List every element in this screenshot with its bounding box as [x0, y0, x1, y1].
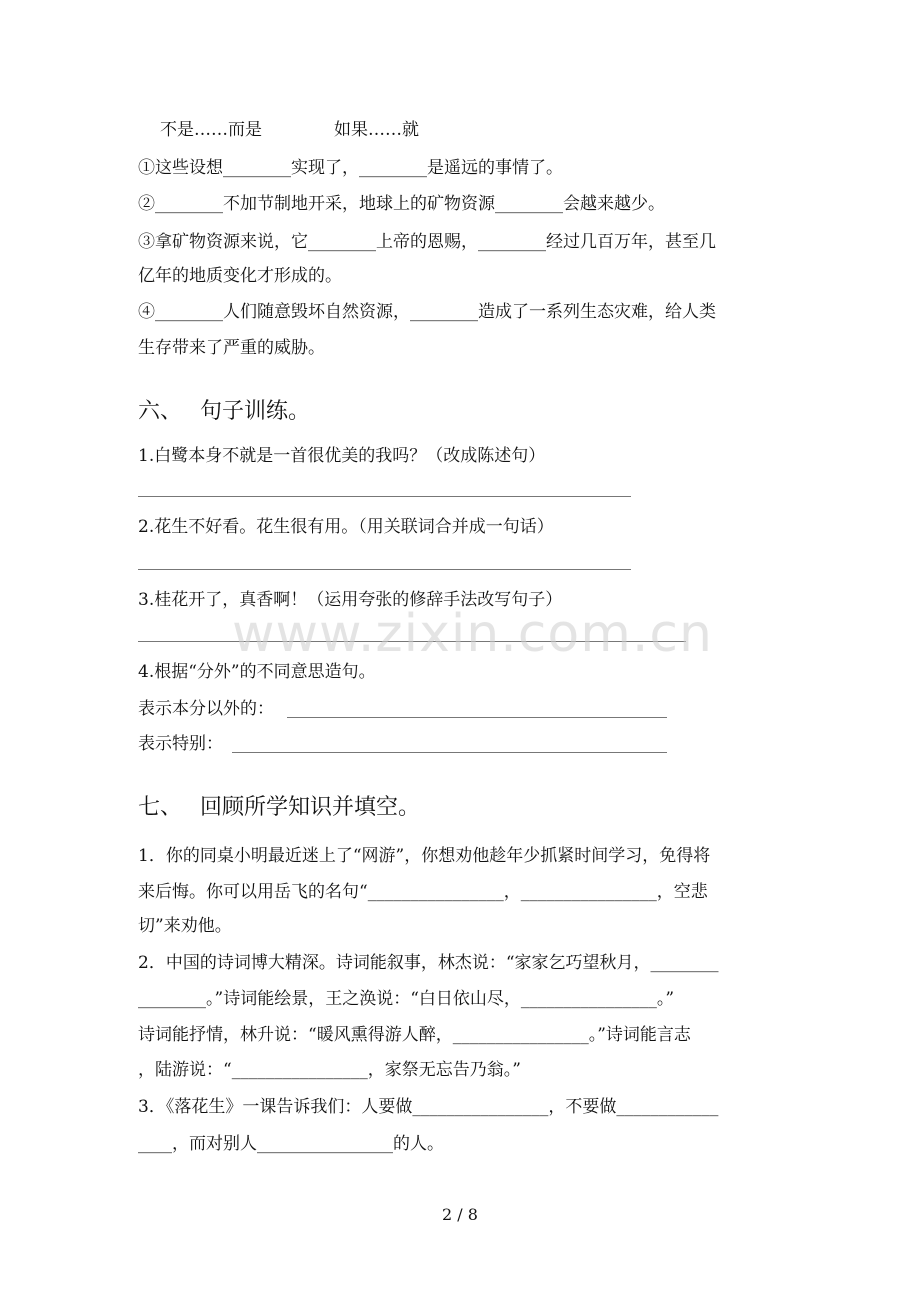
watermark: www.zixin.com.cn [232, 604, 713, 664]
conjunction-question-2: ②________不加节制地开采，地球上的矿物资源________会越来越少。 [138, 194, 665, 214]
section-6-title: 句子训练。 [200, 399, 311, 424]
review-question-2-line-2: ________。”诗词能绘景，王之涣说：“白日依山尽，________________。” [138, 989, 675, 1009]
conjunction-question-1: ①这些设想________实现了，________是遥远的事情了。 [138, 158, 563, 178]
review-question-1-line-2: 来后悔。你可以用岳飞的名句“________________，________________，空悲 [138, 882, 708, 902]
sentence-question-3: 3.桂花开了，真香啊！（运用夸张的修辞手法改写句子） [138, 590, 563, 610]
conjunction-question-4-line-1: ④________人们随意毁坏自然资源，________造成了一系列生态灾难，给人类 [138, 302, 716, 322]
section-6-number: 六、 [138, 399, 183, 424]
sentence-question-4b-label: 表示特别： [138, 734, 223, 754]
sentence-question-4: 4.根据“分外”的不同意思造句。 [138, 662, 376, 682]
sentence-question-1: 1.白鹭本身不就是一首很优美的我吗？（改成陈述句） [138, 446, 546, 466]
section-7-number: 七、 [138, 795, 183, 820]
answer-line-4a[interactable] [287, 717, 667, 718]
conjunction-options [160, 119, 810, 141]
sentence-question-2: 2.花生不好看。花生很有用。（用关联词合并成一句话） [138, 517, 554, 537]
review-question-1-line-3: 切”来劝他。 [138, 916, 232, 936]
answer-line-4b[interactable] [232, 752, 667, 753]
review-question-2-line-4: ，陆游说：“________________，家祭无忘告乃翁。” [138, 1060, 521, 1080]
section-7-title: 回顾所学知识并填空。 [200, 795, 421, 820]
review-question-3-line-1: 3．《落花生》一课告诉我们：人要做________________，不要做____________ [138, 1097, 719, 1117]
sentence-question-4a-label: 表示本分以外的： [138, 699, 274, 719]
review-question-2-line-1: 2．中国的诗词博大精深。诗词能叙事，林杰说：“家家乞巧望秋月，________ [138, 953, 719, 973]
answer-line-1[interactable] [138, 496, 631, 497]
section-7-heading [138, 794, 788, 822]
review-question-3-line-2: ____，而对别人________________的人。 [138, 1134, 444, 1154]
section-6-heading [138, 398, 788, 426]
conjunction-pair-1: 不是……而是 [160, 120, 262, 140]
conjunction-question-3-line-2: 亿年的地质变化才形成的。 [138, 266, 342, 286]
answer-line-2[interactable] [138, 569, 631, 570]
conjunction-question-4-line-2: 生存带来了严重的威胁。 [138, 338, 325, 358]
review-question-1-line-1: 1．你的同桌小明最近迷上了“网游”，你想劝他趁年少抓紧时间学习，免得将 [138, 846, 711, 866]
page-number: 2 / 8 [442, 1205, 478, 1224]
review-question-2-line-3: 诗词能抒情，林升说：“暖风熏得游人醉，________________。”诗词能言志 [138, 1025, 691, 1045]
conjunction-question-3-line-1: ③拿矿物资源来说，它________上帝的恩赐，________经过几百万年，甚至几 [138, 232, 716, 252]
conjunction-pair-2: 如果……就 [334, 120, 419, 140]
